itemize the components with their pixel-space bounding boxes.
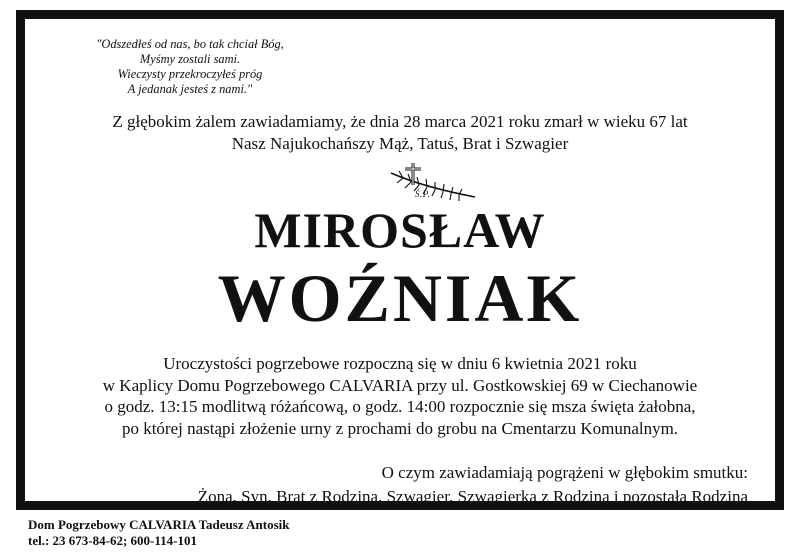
funeral-home-footer: [28, 517, 290, 549]
ceremony-line: o godz. 13:15 modlitwą różańcową, o godz. 14:00 rozpocznie się msza święta żałobna,: [104, 397, 696, 416]
ceremony-line: w Kaplicy Domu Pogrzebowego CALVARIA przy ul. Gostkowskiej 69 w Ciechanowie: [102, 375, 698, 395]
deceased-last-name: WOŹNIAK: [217, 260, 583, 336]
cross-palm-icon: [383, 157, 483, 207]
funeral-details: [25, 353, 775, 439]
mourners-list: Żona, Syn, Brat z Rodziną, Szwagier, Szwagierka z Rodziną i pozostała Rodzina: [197, 487, 748, 506]
poem: [60, 37, 320, 97]
funeral-home-name: Dom Pogrzebowy CALVARIA Tadeusz Antosik: [28, 517, 290, 532]
poem-line: Myśmy zostali sami.: [139, 52, 241, 66]
mourners-intro: O czym zawiadamiają pogrążeni w głębokim smutku:: [381, 463, 748, 482]
announcement-line: Z głębokim żalem zawiadamiamy, że dnia 28 marca 2021 roku zmarł w wieku 67 lat: [112, 112, 688, 131]
deceased-first-name: MIROSŁAW: [254, 202, 546, 258]
mourners: [198, 461, 748, 509]
cross-palm-graphic: [383, 157, 483, 207]
announcement-line: Nasz Najukochańszy Mąż, Tatuś, Brat i Szwagier: [231, 134, 569, 153]
obituary-frame: [16, 10, 784, 510]
funeral-home-phone: tel.: 23 673-84-62; 600-114-101: [28, 533, 197, 548]
ceremony-line: po której nastąpi złożenie urny z prochami do grobu na Cmentarzu Komunalnym.: [121, 418, 679, 438]
poem-line: Wieczysty przekroczyłeś próg: [117, 67, 263, 81]
poem-line: A jedanak jesteś z nami.": [127, 82, 253, 96]
sp-label: Ś.P.: [415, 189, 431, 199]
obituary-content: [25, 19, 775, 506]
ceremony-line: Uroczystości pogrzebowe rozpoczną się w dniu 6 kwietnia 2021 roku: [163, 354, 637, 373]
death-announcement: [25, 111, 775, 155]
poem-line: "Odszedłeś od nas, bo tak chciał Bóg,: [96, 37, 284, 51]
